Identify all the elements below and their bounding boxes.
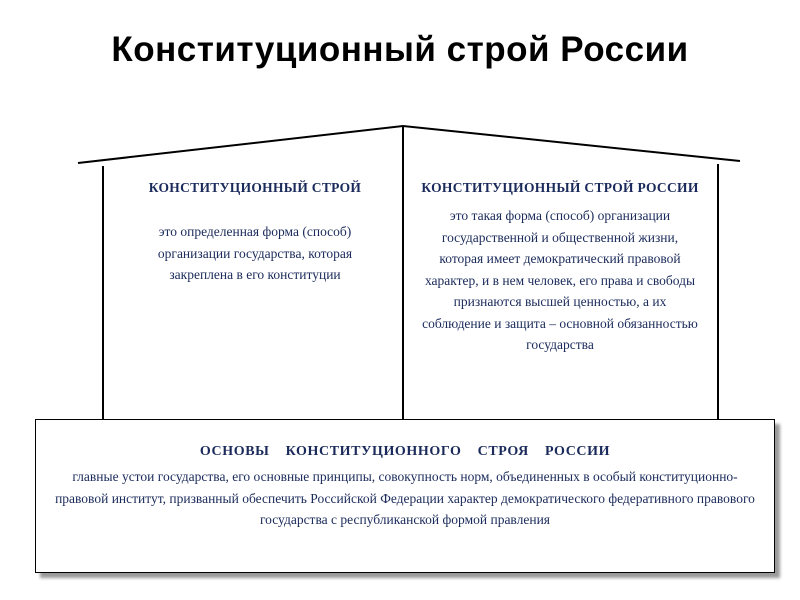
page-title: Конституционный строй России [111,30,689,69]
base-block-heading: ОСНОВЫ КОНСТИТУЦИОННОГО СТРОЯ РОССИИ [199,444,611,459]
roof-line [78,126,740,163]
base-block-description: главные устои государства, его основные принципы, совокупность норм, объединенных в особый конституционно-правовой институт, призванный обеспечить Российской Федерации характер демократического федеративного правового государства с республиканской формой правления [55,469,755,527]
right-block-description: это такая форма (способ) организации государственной и общественной жизни, которая имеет демократический правовой характер, и в нем человек, его права и свободы признаются высшей ценностью, а их соблюдение и защита – основной обязанностью государства [422,208,698,352]
right-block [420,178,700,356]
right-block-heading: КОНСТИТУЦИОННЫЙ СТРОЙ РОССИИ [421,180,699,195]
left-block-description: это определенная форма (способ) организации государства, которая закреплена в его конституции [157,224,353,282]
base-block [35,419,775,573]
left-block-heading: КОНСТИТУЦИОННЫЙ СТРОЙ [148,180,362,195]
left-block [140,178,370,286]
